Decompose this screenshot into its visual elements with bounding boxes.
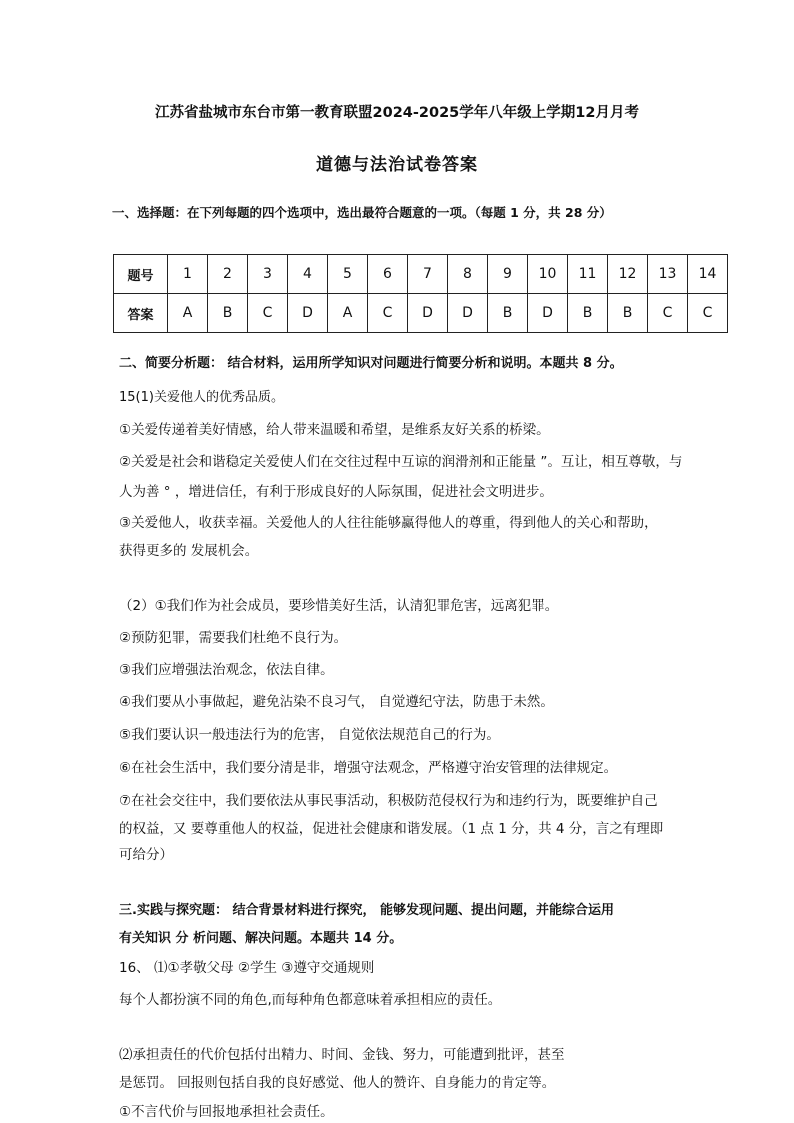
question-number: 6 (368, 255, 408, 294)
question-number: 14 (688, 255, 728, 294)
question-16-2: ⑵承担责任的代价包括付出精力、时间、金钱、努力，可能遭到批评，甚至 (119, 1047, 565, 1063)
section3-heading: 三.实践与探究题： 结合背景材料进行探究， 能够发现问题、提出问题，并能综合运用 (119, 903, 614, 918)
answer-paragraph: ①关爱传递着美好情感，给人带来温暖和希望，是维系友好关系的桥梁。 (119, 422, 550, 438)
answer-cell: C (368, 294, 408, 333)
answer-cell: B (608, 294, 648, 333)
question-number: 4 (288, 255, 328, 294)
answer-row (114, 294, 728, 333)
answer-paragraph: ①不言代价与回报地承担社会责任。 (119, 1104, 334, 1120)
answer-cell: C (648, 294, 688, 333)
question-number: 2 (208, 255, 248, 294)
section2-heading: 二、简要分析题： 结合材料，运用所学知识对问题进行简要分析和说明。本题共 8 分。 (119, 356, 623, 371)
answer-paragraph: ④我们要从小事做起，避免沾染不良习气， 自觉遵纪守法，防患于未然。 (119, 694, 554, 710)
answer-paragraph: ③我们应增强法治观念，依法自律。 (119, 662, 334, 678)
answer-paragraph: ③关爱他人，收获幸福。关爱他人的人往往能够赢得他人的尊重，得到他人的关心和帮助， (119, 515, 658, 531)
question-16-1: 16、 ⑴①孝敬父母 ②学生 ③遵守交通规则 (119, 960, 375, 976)
answer-cell: A (328, 294, 368, 333)
answer-cell: B (488, 294, 528, 333)
question-number: 13 (648, 255, 688, 294)
question-number: 5 (328, 255, 368, 294)
answer-cell: C (248, 294, 288, 333)
answer-paragraph: ⑦在社会交往中，我们要依法从事民事活动，积极防范侵权行为和违约行为，既要维护自己 (119, 793, 658, 809)
answer-paragraph: ⑤我们要认识一般违法行为的危害， 自觉依法规范自己的行为。 (119, 727, 500, 743)
answer-paragraph: ②关爱是社会和谐稳定关爱使人们在交往过程中互谅的润滑剂和正能量 ”。互让，相互尊敬，与 (119, 454, 683, 470)
question-15-2: （2）①我们作为社会成员，要珍惜美好生活，认清犯罪危害，远离犯罪。 (119, 598, 559, 614)
section3-heading-cont: 有关知识 分 析问题、解决问题。本题共 14 分。 (119, 931, 403, 946)
exam-title: 江苏省盐城市东台市第一教育联盟2024-2025学年八年级上学期12月月考 (155, 105, 639, 121)
answer-cell: A (168, 294, 208, 333)
answer-cell: D (288, 294, 328, 333)
question-15-1: 15(1)关爱他人的优秀品质。 (119, 390, 284, 405)
question-row-label: 题号 (114, 255, 168, 294)
answer-paragraph: 人为善 ° ，增进信任，有利于形成良好的人际氛围，促进社会文明进步。 (119, 484, 553, 500)
question-number: 11 (568, 255, 608, 294)
question-number: 12 (608, 255, 648, 294)
answer-paragraph: ⑥在社会生活中，我们要分清是非，增强守法观念，严格遵守治安管理的法律规定。 (119, 760, 618, 776)
question-number: 1 (168, 255, 208, 294)
answer-paragraph: 是惩罚。 回报则包括自我的良好感觉、他人的赞许、自身能力的肯定等。 (119, 1075, 556, 1091)
question-number: 3 (248, 255, 288, 294)
answer-table (113, 254, 728, 333)
question-number: 8 (448, 255, 488, 294)
answer-paragraph: 每个人都扮演不同的角色,而每种角色都意味着承担相应的责任。 (119, 992, 502, 1008)
answer-cell: D (408, 294, 448, 333)
answer-cell: D (528, 294, 568, 333)
question-number: 10 (528, 255, 568, 294)
answer-paragraph: ②预防犯罪，需要我们杜绝不良行为。 (119, 630, 348, 646)
answer-cell: B (208, 294, 248, 333)
answer-cell: C (688, 294, 728, 333)
answer-paragraph: 获得更多的 发展机会。 (119, 543, 259, 559)
answer-cell: B (568, 294, 608, 333)
answer-paragraph: 可给分） (119, 847, 173, 863)
answer-cell: D (448, 294, 488, 333)
question-number: 7 (408, 255, 448, 294)
answer-row-label: 答案 (114, 294, 168, 333)
exam-subtitle: 道德与法治试卷答案 (316, 155, 478, 175)
section1-heading: 一、选择题：在下列每题的四个选项中，选出最符合题意的一项。（每题 1 分，共 28 分） (112, 205, 612, 220)
answer-paragraph: 的权益，又 要尊重他人的权益，促进社会健康和谐发展。（1 点 1 分，共 4 分，言之有理即 (119, 821, 664, 837)
question-number-row (114, 255, 728, 294)
question-number: 9 (488, 255, 528, 294)
